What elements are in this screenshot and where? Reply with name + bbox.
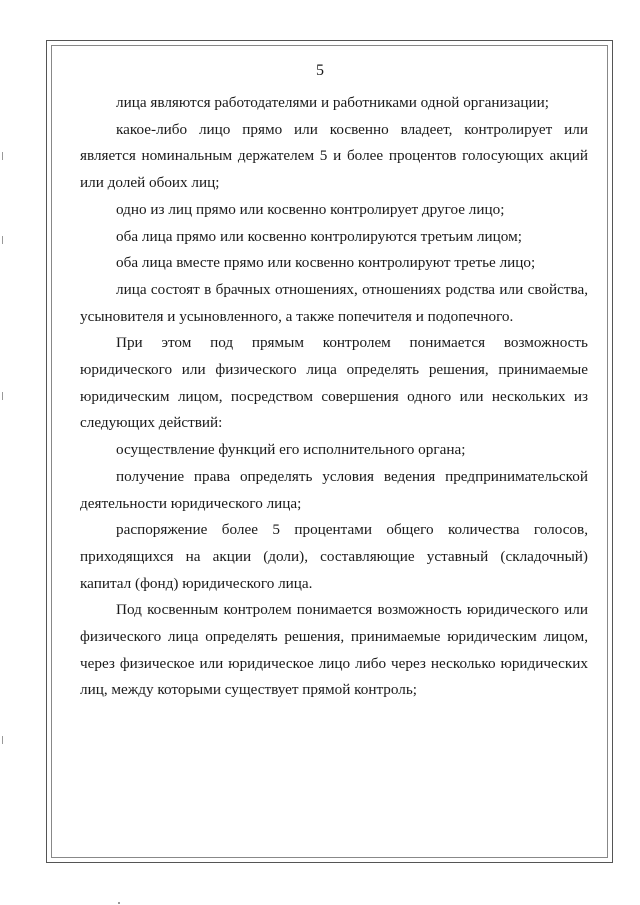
paragraph: распоряжение более 5 процентами общего количества голосов, приходящихся на акции (доли), составляющие уставный (складочный) капитал (фонд) юридического лица. [80,521,588,592]
scan-mark [2,152,3,160]
paragraph: какое-либо лицо прямо или косвенно владеет, контролирует или является номинальным держателем 5 и более процентов голосующих акций или долей обоих лиц; [80,120,588,192]
page-number: 5 [316,62,324,79]
paragraph: лица являются работодателями и работниками одной организации; [116,94,549,111]
paragraph: лица состоят в брачных отношениях, отношениях родства или свойства, усыновителя и усыновленного, а также попечителя и подопечного. [80,280,588,325]
paragraph: оба лица прямо или косвенно контролируются третьим лицом; [116,227,522,245]
scan-mark [2,236,3,244]
paragraph: При этом под прямым контролем понимается возможность юридического или физического лица определять решения, принимаемые юридическим лицом, посредством совершения одного или нескольких из следующих действий: [80,334,588,432]
paragraph: осуществление функций его исполнительного органа; [116,441,466,459]
scan-mark [2,736,3,744]
scan-dot [118,902,120,904]
paragraph: Под косвенным контролем понимается возможность юридического или физического лица определять решения, принимаемые юридическим лицом, через физическое или юридическое лицо либо через несколько юридических лиц, между которыми существует прямой контроль; [80,601,588,699]
paragraph: оба лица вместе прямо или косвенно контролируют третье лицо; [116,254,536,272]
paragraph: одно из лиц прямо или косвенно контролирует другое лицо; [116,200,505,218]
paragraph: получение права определять условия ведения предпринимательской деятельности юридического лица; [80,467,588,512]
document-body [80,90,588,704]
scan-mark [2,392,3,400]
